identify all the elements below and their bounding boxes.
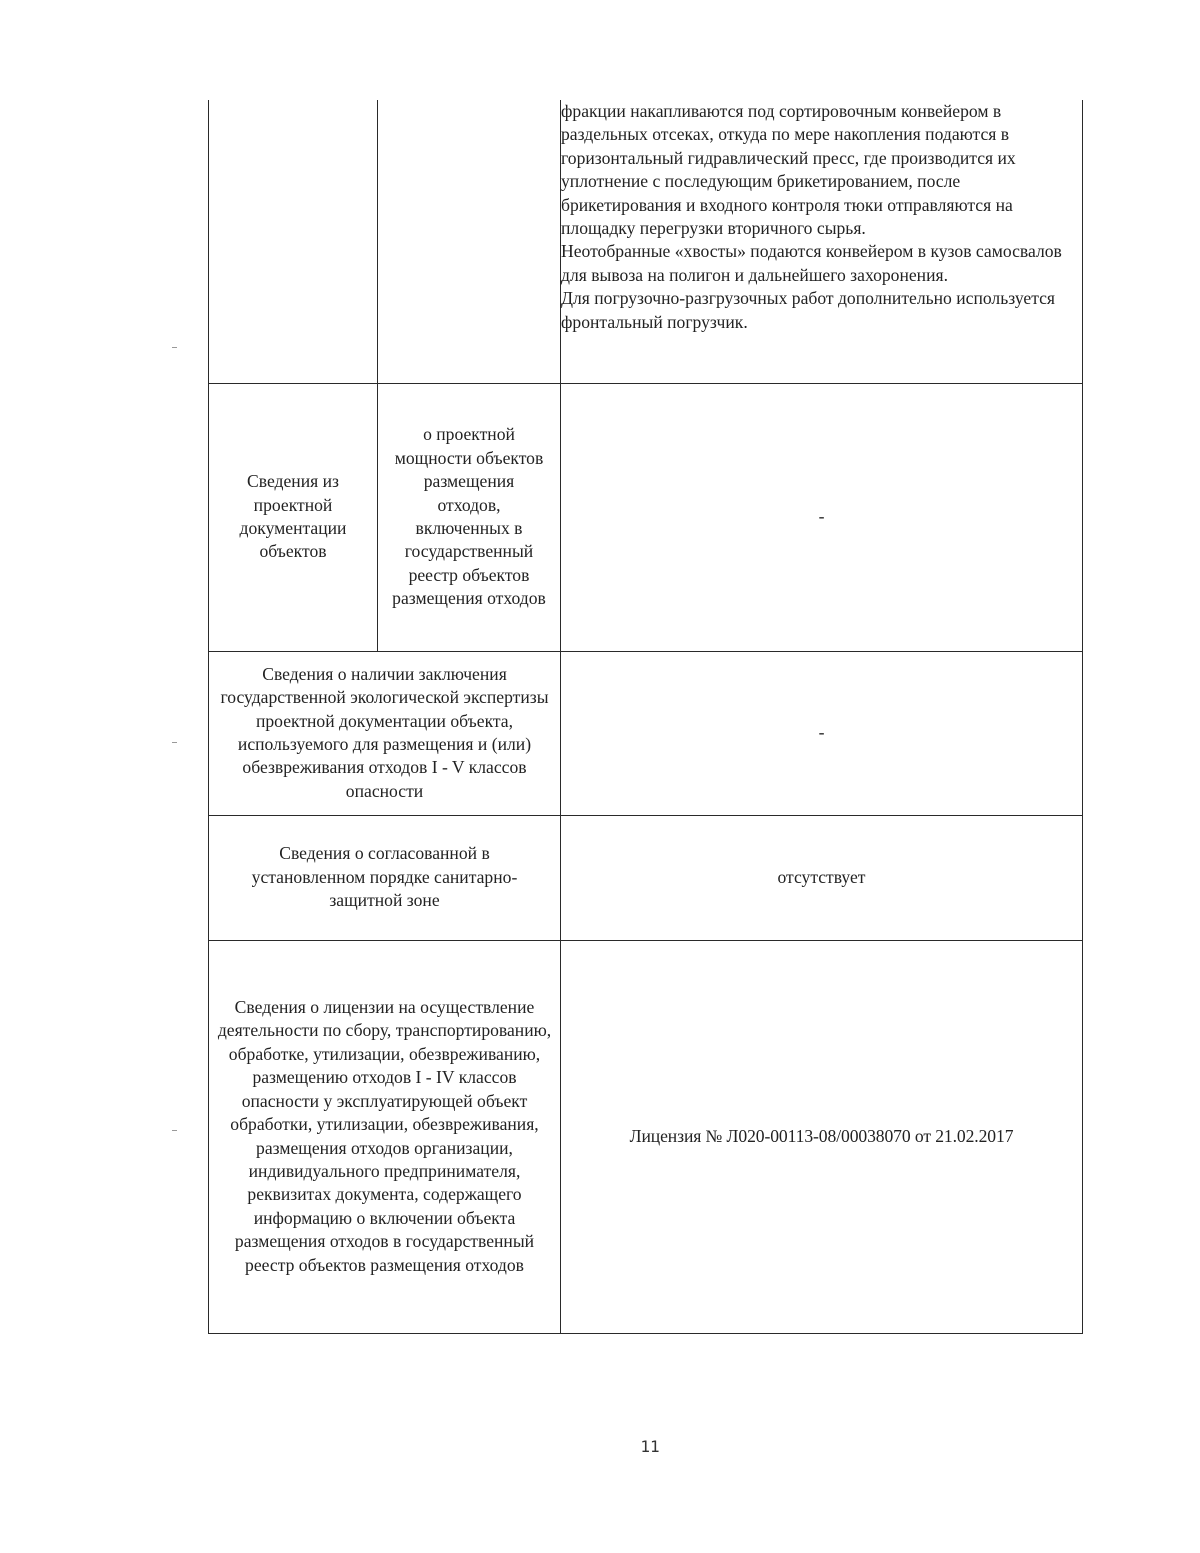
table-row-state-expertise: [209, 651, 1083, 815]
project-docs-label: Сведения из проектной документации объектов: [209, 383, 378, 651]
waste-facility-table: [208, 100, 1083, 1334]
margin-mark: [172, 347, 177, 348]
empty-cell: [378, 100, 561, 383]
state-expertise-value: -: [561, 651, 1083, 815]
process-description-cell: [561, 100, 1083, 383]
process-paragraph: Для погрузочно-разгрузочных работ дополнительно используется фронтальный погрузчик.: [561, 288, 1055, 332]
process-paragraph: фракции накапливаются под сортировочным конвейером в раздельных отсеках, откуда по мере накопления подаются в горизонтальный гидравлический пресс, где производится их уплотнение с последующим брикетированием, после брикетирования и входного контроля тюки отправляются на площадку перегрузки вторичного сырья.: [561, 101, 1016, 239]
empty-cell: [209, 100, 378, 383]
margin-mark: [172, 1130, 177, 1131]
table-row-project-docs: [209, 383, 1083, 651]
process-paragraph: Неотобранные «хвосты» подаются конвейером в кузов самосвалов для вывоза на полигон и дальнейшего захоронения.: [561, 241, 1062, 285]
table-row-license: [209, 940, 1083, 1333]
project-docs-sublabel: о проектной мощности объектов размещения отходов, включенных в государственный реестр объектов размещения отходов: [378, 383, 561, 651]
page-number: 11: [640, 1437, 660, 1456]
license-label: Сведения о лицензии на осуществление деятельности по сбору, транспортированию, обработке, утилизации, обезвреживанию, размещению отходов I - IV классов опасности у эксплуатирующей объект обработки, утилизации, обезвреживания, размещения отходов организации, индивидуального предпринимателя, реквизитах документа, содержащего информацию о включении объекта размещения отходов в государственный реестр объектов размещения отходов: [209, 940, 561, 1333]
sanitary-zone-label: Сведения о согласованной в установленном порядке санитарно-защитной зоне: [209, 815, 561, 940]
sanitary-zone-value: отсутствует: [561, 815, 1083, 940]
table-row-process: [209, 100, 1083, 383]
table-row-sanitary-zone: [209, 815, 1083, 940]
project-docs-value: -: [561, 383, 1083, 651]
margin-mark: [172, 742, 177, 743]
state-expertise-label: Сведения о наличии заключения государственной экологической экспертизы проектной документации объекта, используемого для размещения и (или) обезвреживания отходов I - V классов опасности: [209, 651, 561, 815]
license-value: Лицензия № Л020-00113-08/00038070 от 21.02.2017: [561, 940, 1083, 1333]
